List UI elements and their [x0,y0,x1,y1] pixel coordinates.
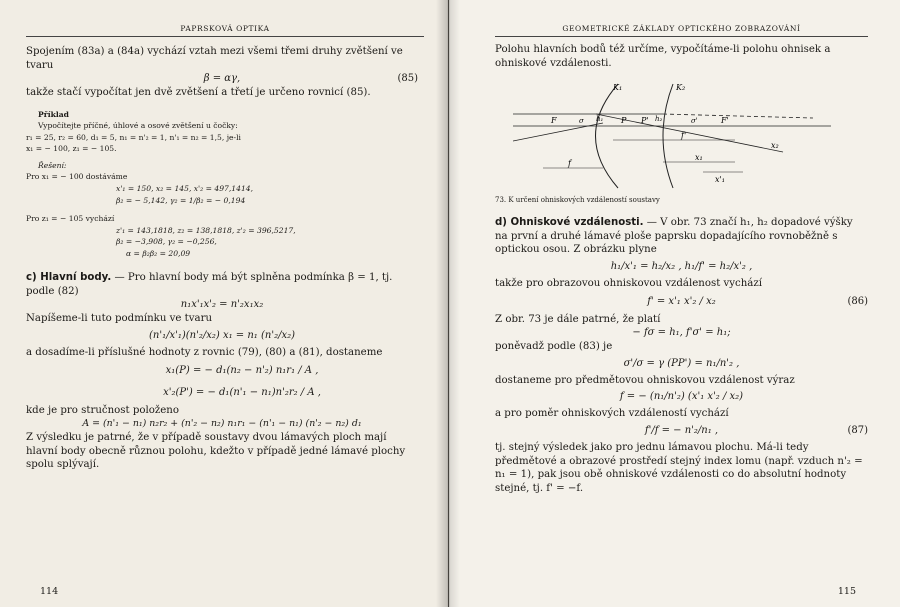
equation: n₁x'₁x'₂ = n'₂x₁x₂ [180,299,264,311]
equation-86 [495,291,868,313]
section-heading: c) Hlavní body. [26,272,112,284]
paragraph: poněvadž podle (83) je [495,341,613,353]
example-params: r₁ = 25, r₂ = 60, d₁ = 5, n₁ = n'₂ = 1, n'₁ = n₂ = 1,5, je-li [26,132,241,142]
equation-87 [495,421,868,441]
label-Pp: P' [641,116,649,126]
label-f: f [568,159,571,169]
section-text: — Pro hlavní body má být splněna podmínka β = 1, tj. podle (82) [26,272,393,297]
solution-line: Pro z₁ = − 105 vychází [26,214,115,224]
label-k1: K₁ [613,83,623,93]
equation: h₁/x'₁ = h₂/x₂ , h₁/f' = h₂/x'₂ , [610,260,753,272]
label-sigma: σ [579,117,584,126]
page-number-left: 114 [40,586,59,597]
paragraph: tj. stejný výsledek jako pro jednu lámavou plochu. Má-li tedy předmětové a obrazové prostředí stejný index lomu (např. vzduch n'₂ = n₁ = 1), pak jsou obě ohniskové vzdálenosti co do absolutní hodnoty stejné, tj. f' = −f. [495,441,863,494]
label-Fp: F' [721,116,729,126]
paragraph: Napíšeme-li tuto podmínku ve tvaru [26,313,213,325]
label-F: F [551,116,557,126]
solution-line: Pro x₁ = − 100 dostáváme [26,172,128,182]
paragraph: takže pro obrazovou ohniskovou vzdálenost vychází [495,277,762,289]
example-text: Vypočítejte příčné, úhlové a osové zvětšení u čočky: [38,121,238,131]
solution-label: Řešení: [38,160,67,170]
equation: A = (n'₁ − n₁) n₂r₂ + (n'₂ − n₂) n₁r₁ − (n'₁ − n₁) (n'₂ − n₂) d₁ [82,418,362,430]
equation-number: (86) [847,295,868,307]
section-d [495,216,868,257]
label-x1: x₁ [695,153,703,163]
equation-text: f'/f = − n'₂/n₁ , [644,424,719,436]
equation: − fσ = h₁, f'σ' = h₁; [632,327,731,339]
label-fp: f' [681,131,687,141]
equation: σ'/σ = γ (PP') = n₁/n'₂ , [623,357,740,369]
paragraph: dostaneme pro předmětovou ohniskovou vzdálenost výraz [495,374,795,386]
figure-caption: 73. K určení ohniskových vzdáleností soustavy [495,196,660,205]
paragraph: Z výsledku je patrné, že v případě soustavy dvou lámavých ploch mají hlavní body obecně různou polohu, kdežto v případě jedné lámavé plochy spolu splývají. [26,432,406,471]
equation: f = − (n₁/n'₂) (x'₁ x'₂ / x₂) [619,391,744,403]
surface-k1 [596,84,619,188]
equation-number: (85) [397,73,418,85]
solution-equation: β₂ = − 5,142, γ₂ = 1/β₂ = − 0,194 [116,196,246,206]
running-head-left: PAPRSKOVÁ OPTIKA [26,0,424,37]
label-x1p: x'₁ [715,175,725,185]
figure-73-diagram [513,76,833,194]
label-h1: h₁ [596,115,604,124]
paragraph: Polohu hlavních bodů též určíme, vypočítáme-li polohu ohnisek a ohniskové vzdálenosti. [495,44,831,69]
extended-ray [663,114,813,118]
example-title: Příklad [38,109,69,119]
label-x2: x₂ [771,141,779,151]
example-params: x₁ = − 100, z₁ = − 105. [26,144,117,154]
page-number-right: 115 [837,586,856,597]
equation-text: f' = x'₁ x'₂ / x₂ [647,295,716,307]
paragraph: takže stačí vypočítat jen dvě zvětšení a třetí je určeno rovnicí (85). [26,87,371,99]
surface-k2 [663,84,673,188]
label-k2: K₂ [676,83,686,93]
section-heading: d) Ohniskové vzdálenosti. [495,217,644,229]
label-P: P [621,116,627,126]
running-head-right: GEOMETRICKÉ ZÁKLADY OPTICKÉHO ZOBRAZOVÁNÍ [495,0,868,37]
right-page [449,0,900,607]
paragraph: Z obr. 73 je dále patrné, že platí [495,313,661,325]
equation: (n'₁/x'₁)(n'₂/x₂) x₁ = n₁ (n'₂/x₂) [149,330,295,342]
book-gutter [436,0,460,607]
equation: x'₂(P') = − d₁(n'₁ − n₁)n'₂r₂ / A , [163,386,321,398]
label-h2: h₂ [655,115,663,124]
equation-number: (87) [847,424,868,436]
equation-text: β = αγ, [203,73,241,85]
paragraph: Spojením (83a) a (84a) vychází vztah mezi všemi třemi druhy zvětšení ve tvaru [26,46,403,71]
section-text: — V obr. 73 značí h₁, h₂ dopadové výšky na první a druhé lámavé ploše paprsku dopadajícího rovnoběžně s optickou osou. Z obrázku plyne [495,217,853,256]
paragraph: kde je pro stručnost položeno [26,404,180,416]
section-c [26,271,418,298]
left-page [0,0,448,607]
solution-equation: x'₁ = 150, x₂ = 145, x'₂ = 497,1414, [116,183,254,193]
paragraph: a dosadíme-li příslušné hodnoty z rovnic (79), (80) a (81), dostaneme [26,347,383,359]
label-sigmap: σ' [691,117,698,126]
solution-equation: α = β₂β₂ = 20,09 [126,248,191,258]
solution-equation: β₂ = −3,908, γ₂ = −0,256, [116,237,217,247]
equation-85 [26,72,418,86]
paragraph: a pro poměr ohniskových vzdáleností vychází [495,408,729,420]
equation: x₁(P) = − d₁(n₂ − n'₂) n₁r₁ / A , [165,364,319,376]
solution-equation: z'₁ = 143,1818, z₂ = 138,1818, z'₂ = 396,5217, [116,225,296,235]
